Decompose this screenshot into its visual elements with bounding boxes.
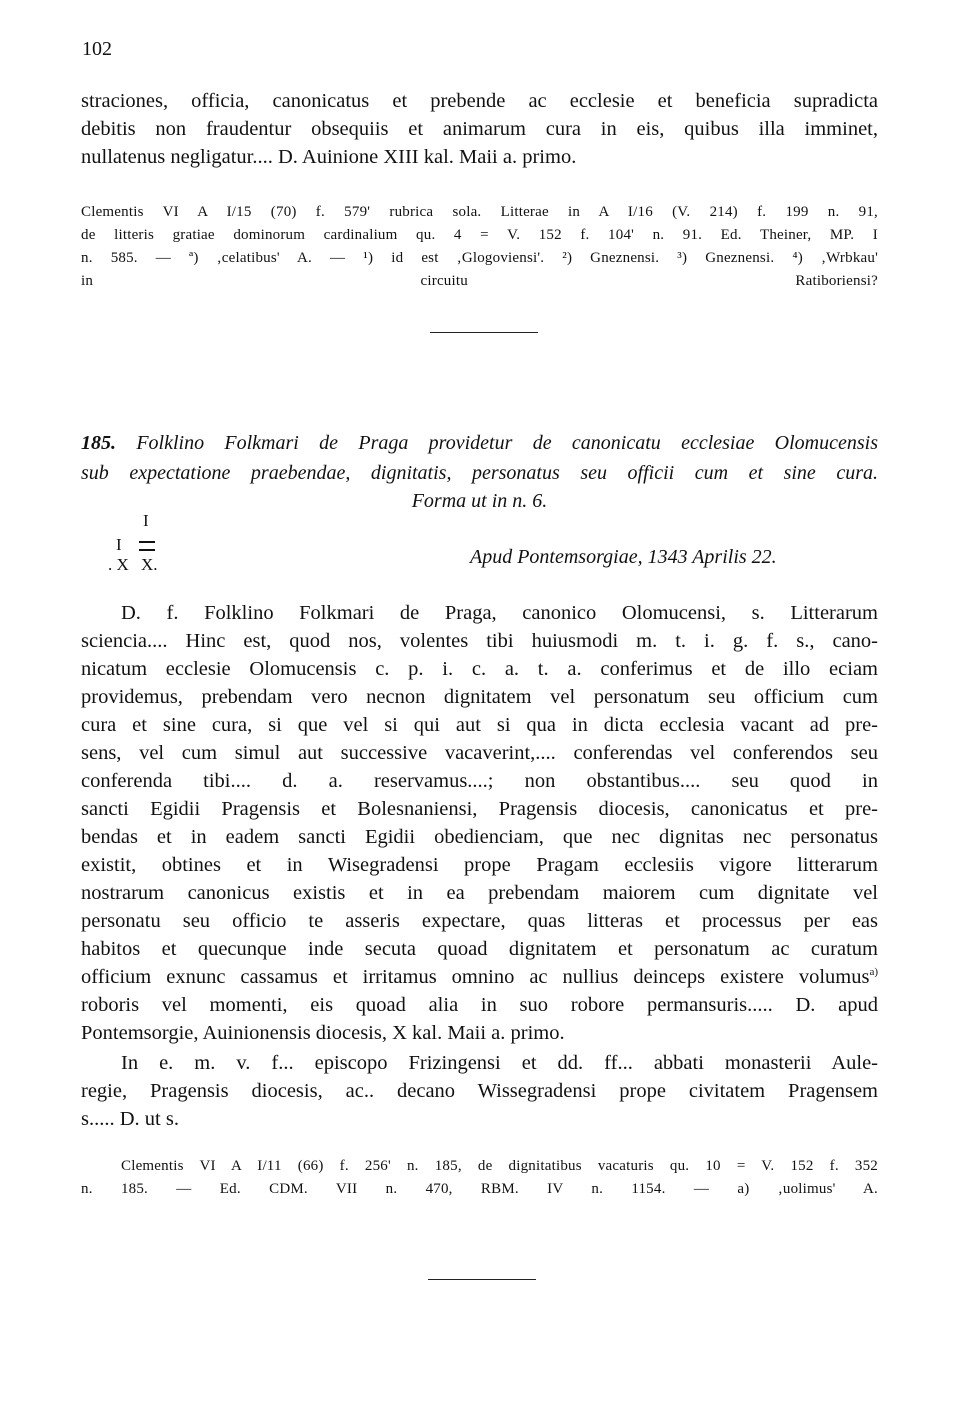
prev-doc-note: Clementis VI A I/15 (70) f. 579' rubrica sola. Litterae in A I/16 (V. 214) f. 199 n. 91, (81, 204, 878, 220)
body-line: Pontemsorgie, Auinionensis diocesis, X kal. Maii a. primo. (81, 1022, 565, 1044)
body-line: habitos et quecunque inde secuta quoad dignitatem et personatum ac curatum (81, 938, 878, 960)
signum-x-left: . X (108, 555, 129, 574)
prev-doc-note: n. 585. — ª) ‚celatibus' A. — ¹) id est ‚Glogoviensi'. ²) Gneznensi. ³) Gneznensi. ⁴) ‚Wrbkau' (81, 250, 878, 266)
body-line: sens, vel cum simul aut successive vacaverint,.... conferendas vel conferendos seu (81, 742, 878, 764)
section-divider (430, 332, 538, 333)
doc-number: 185. (81, 432, 116, 454)
body-line: personatu seu officio te asseris expectare, quas litteras et processus per eas (81, 910, 878, 932)
end-divider (428, 1279, 536, 1280)
forma-line: Forma ut in n. 6. (411, 490, 548, 512)
doc-title-line (81, 432, 878, 455)
page-number: 102 (82, 38, 112, 60)
prev-doc-line: straciones, officia, canonicatus et prebende ac ecclesie et beneficia supradicta (81, 90, 878, 112)
exec-line: regie, Pragensis diocesis, ac.. decano Wissegradensi prope civitatem Pragensem (81, 1080, 878, 1102)
body-line: providemus, prebendam vero necnon dignitatem vel personatum seu officium cum (81, 686, 878, 708)
prev-doc-note: in circuitu Ratiboriensi? (81, 273, 878, 289)
body-line: roboris vel momenti, eis quoad alia in suo robore permansuris..... D. apud (81, 994, 878, 1016)
signum-top-i: I (143, 511, 149, 530)
exec-line: In e. m. v. f... episcopo Frizingensi et dd. ff... abbati monasterii Aule- (121, 1052, 878, 1074)
body-line: conferenda tibi.... d. a. reservamus....; non obstantibus.... seu quod in (81, 770, 878, 792)
footnote-mark: a) (869, 966, 878, 979)
body-line: nicatum ecclesie Olomucensis c. p. i. c. a. t. a. conferimus et de illo eciam (81, 658, 878, 680)
signum-x-right: X. (141, 555, 158, 574)
body-line (81, 966, 878, 989)
doc-title-line: sub expectatione praebendae, dignitatis, personatus seu officii cum et sine cura. (81, 462, 878, 484)
exec-line: s..... D. ut s. (81, 1108, 179, 1130)
body-line: nostrarum canonicus existis et in ea prebendam maiorem cum dignitate vel (81, 882, 878, 904)
signum-left-i: I (116, 535, 122, 554)
body-line: sciencia.... Hinc est, quod nos, volentes tibi huiusmodi m. t. i. g. f. s., cano- (81, 630, 878, 652)
body-line: cura et sine cura, si que vel si qui aut si qua in dicta ecclesia vacant ad pre- (81, 714, 878, 736)
signum-bar (139, 549, 155, 551)
doc-note: n. 185. — Ed. CDM. VII n. 470, RBM. IV n. 1154. — a) ‚uolimus' A. (81, 1181, 878, 1197)
prev-doc-line: debitis non fraudentur obsequiis et animarum cura in eis, quibus illa imminet, (81, 118, 878, 140)
body-line-text: officium exnunc cassamus et irritamus omnino ac nullius deinceps existere volumus (81, 966, 870, 988)
prev-doc-note: de litteris gratiae dominorum cardinalium qu. 4 = V. 152 f. 104' n. 91. Ed. Theiner, MP. I (81, 227, 878, 243)
body-line: existit, obtines et in Wisegradensi prope Pragam ecclesiis vigore litterarum (81, 854, 878, 876)
doc-title-text: Folklino Folkmari de Praga providetur de canonicatu ecclesiae Olomucensis (136, 432, 878, 454)
body-line: sancti Egidii Pragensis et Bolesnaniensi, Pragensis diocesis, canonicatus et pre- (81, 798, 878, 820)
prev-doc-line: nullatenus negligatur.... D. Auinione XIII kal. Maii a. primo. (81, 146, 577, 168)
signum-bar (139, 541, 155, 543)
body-line: bendas et in eadem sancti Egidii obedienciam, que nec dignitas nec personatus (81, 826, 878, 848)
doc-note: Clementis VI A I/11 (66) f. 256' n. 185, de dignitatibus vacaturis qu. 10 = V. 152 f. 352 (121, 1158, 878, 1174)
registry-signum (108, 511, 175, 581)
dateline: Apud Pontemsorgiae, 1343 Aprilis 22. (470, 546, 777, 568)
body-line: D. f. Folklino Folkmari de Praga, canonico Olomucensi, s. Litterarum (121, 602, 878, 624)
